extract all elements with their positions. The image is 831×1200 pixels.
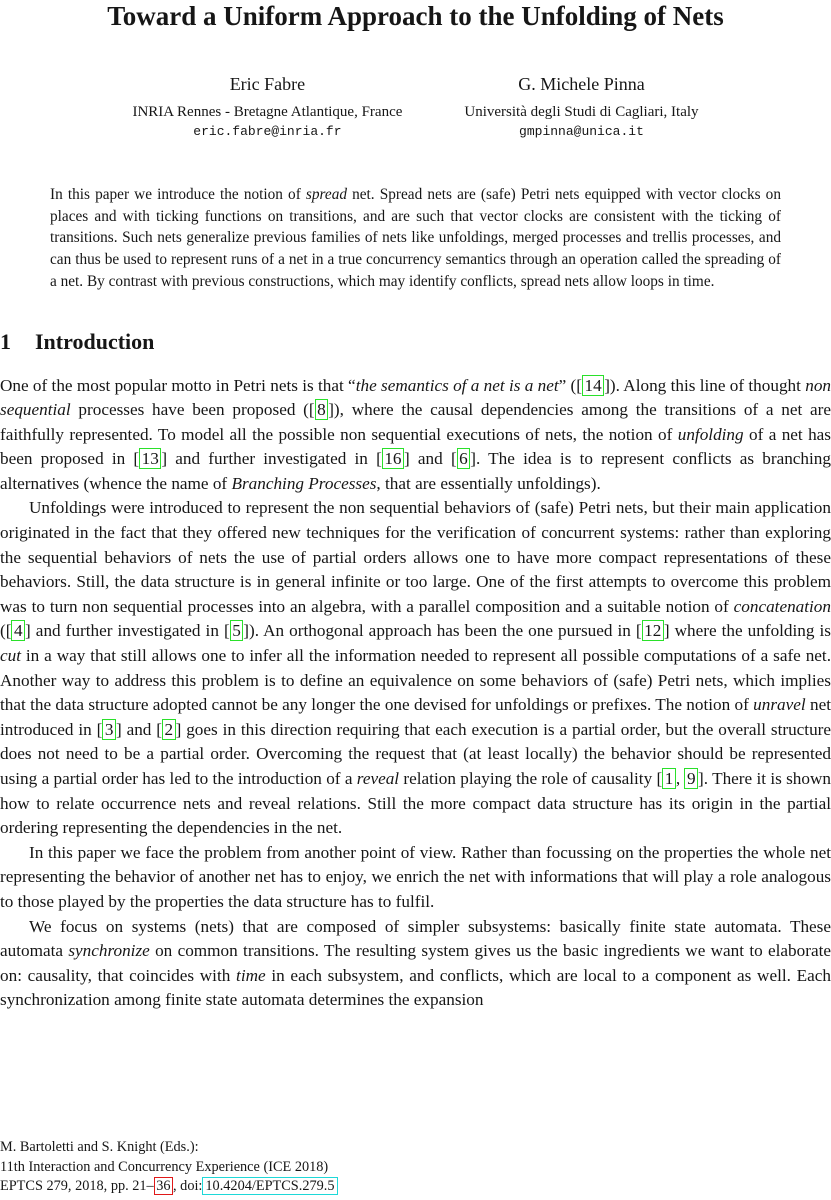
footer-venue: 11th Interaction and Concurrency Experience (ICE 2018) (0, 1158, 329, 1175)
citation-link[interactable]: 4 (11, 620, 25, 641)
citation-link[interactable]: 5 (230, 620, 244, 641)
body-paragraph-3: In this paper we face the problem from another point of view. Rather than focussing on the properties the whole net representing the behavior of another net has to enjoy, we enrich the net with informations that will play a role analogous to those played by the properties the data structure has to fulfil. (0, 842, 831, 911)
doi-link[interactable]: 10.4204/EPTCS.279.5 (202, 1177, 337, 1195)
body-paragraph-1: One of the most popular motto in Petri nets is that “the semantics of a net is a net” ([ 14 ]). Along this line of thought non sequential processes have been proposed ([ 8 ]), where the causal dependencies among the transitions of a net are faithfully represented. To model all the possible non sequential executions of nets, the notion of unfolding of a net has been proposed in [ 13 ] and further investigated in [ 16 ] and [ 6 ]. The idea is to represent conflicts as branching alternatives (whence the name of Branching Processes, that are essentially unfoldings). (0, 375, 831, 493)
citation-link[interactable]: 14 (582, 375, 604, 396)
citation-link[interactable]: 16 (382, 448, 404, 469)
paper-header (0, 0, 831, 139)
author-2-affiliation: Università degli Studi di Cagliari, Italy (464, 104, 699, 120)
abstract-text: In this paper we introduce the notion of spread net. Spread nets are (safe) Petri nets equipped with vector clocks on places and with ticking functions on transitions, and are such that vector clocks are consistent with the ticking of transitions. Such nets generalize previous families of nets like unfoldings, merged processes and trellis processes, and can thus be used to represent runs of a net in a true concurrency semantics through an operation called the spreading of a net. By contrast with previous constructions, which may identify conflicts, spread nets allow loops in time. (50, 186, 781, 290)
citation-link[interactable]: 6 (457, 448, 471, 469)
citation-link[interactable]: 9 (684, 768, 698, 789)
footer-pages-text: EPTCS 279, 2018, pp. 21– (0, 1178, 154, 1195)
footer-editors: M. Bartoletti and S. Knight (Eds.): (0, 1139, 199, 1156)
citation-link[interactable]: 1 (662, 768, 676, 789)
section-heading (0, 329, 831, 355)
author-1-email: eric.fabre@inria.fr (193, 124, 342, 139)
citation-link[interactable]: 13 (139, 448, 161, 469)
section-number: 1 (0, 328, 11, 354)
body-text (0, 374, 831, 1013)
citation-link[interactable]: 3 (102, 719, 116, 740)
author-2-email: gmpinna@unica.it (519, 124, 644, 139)
body-paragraph-2: Unfoldings were introduced to represent the non sequential behaviors of (safe) Petri nets, but their main application originated in the fact that they offered new techniques for the verification of concurrent systems: rather than exploring the sequential behaviors of nets the use of partial orders allows one to have more compact representations of these behaviors. Still, the data structure is in general infinite or too large. One of the first attempts to overcome this problem was to turn non sequential processes into an algebra, with a parallel composition and a suitable notion of concatenation ([ 4 ] and further investigated in [ 5 ]). An orthogonal approach has been the one pursued in [ 12 ] where the unfolding is cut in a way that still allows one to infer all the information needed to represent all possible computations of a safe net. Another way to address this problem is to define an equivalence on some behaviors of (safe) Petri nets, which implies that the data structure adopted cannot be any longer the one devised for unfoldings or prefixes. The notion of unravel net introduced in [ 3 ] and [ 2 ] goes in this direction requiring that each execution is a partial order, but the overall structure does not need to be a partial order. Overcoming the request that (at least locally) the behavior should be represented using a partial order has led to the introduction of a reveal relation playing the role of causality [ 1 , 9 ]. There it is shown how to relate occurrence nets and reveal relations. Still the more compact data structure has its origin in the partial ordering representing the dependencies in the net. (0, 498, 831, 838)
paper-title: Toward a Uniform Approach to the Unfolding of Nets (107, 1, 724, 31)
citation-link[interactable]: 2 (162, 719, 176, 740)
body-paragraph-4: We focus on systems (nets) that are composed of simpler subsystems: basically finite state automata. These automata synchronize on common transitions. The resulting system gives us the basic ingredients we want to elaborate on: causality, that coincides with time in each subsystem, and conflicts, which are local to a component as well. Each synchronization among finite state automata determines the expansion (0, 916, 831, 1010)
author-2-name: G. Michele Pinna (518, 74, 645, 94)
page-range-link[interactable]: 36 (154, 1177, 173, 1195)
footer (0, 1138, 338, 1197)
author-1-affiliation: INRIA Rennes - Bretagne Atlantique, France (132, 104, 403, 120)
footer-citation-line (0, 1177, 338, 1197)
footer-doi-label: , doi: (173, 1178, 203, 1195)
author-2 (464, 74, 698, 139)
citation-link[interactable]: 12 (642, 620, 664, 641)
citation-link[interactable]: 8 (315, 399, 329, 420)
author-block (0, 74, 831, 139)
author-1 (132, 74, 402, 139)
author-1-name: Eric Fabre (229, 74, 306, 94)
section-title: Introduction (35, 328, 155, 354)
